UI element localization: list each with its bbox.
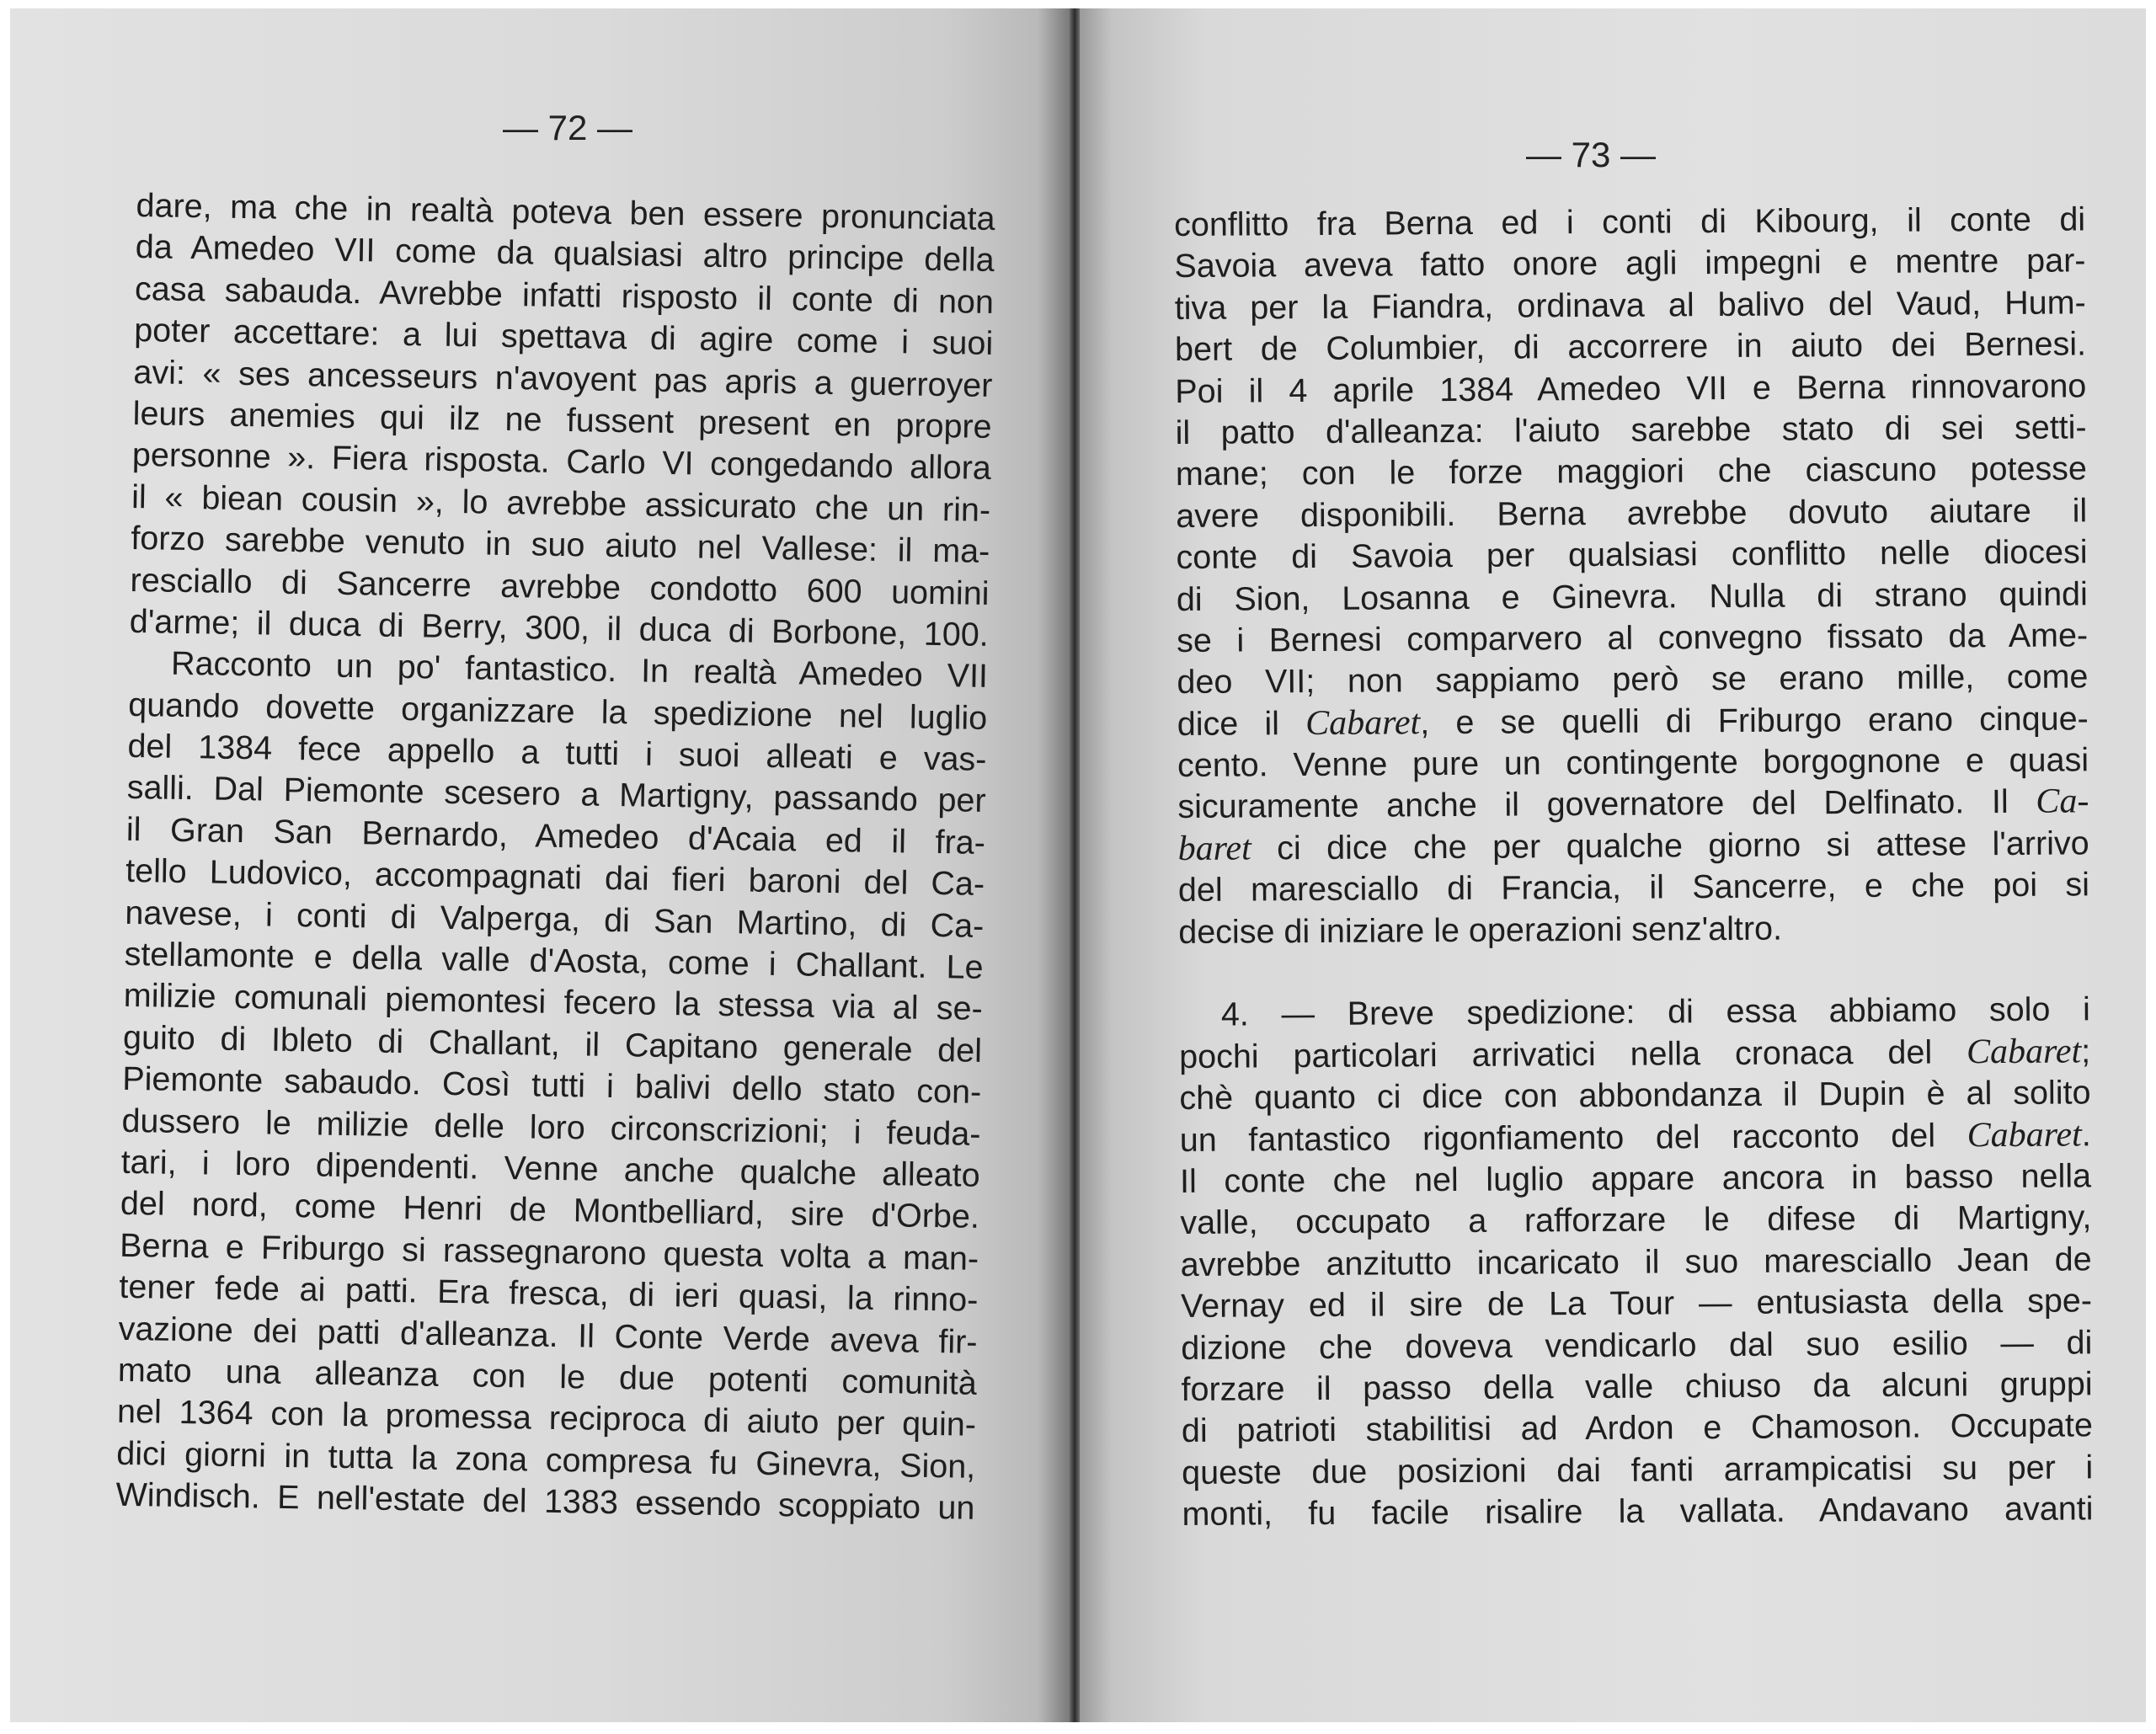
text-line: decise di iniziare le operazioni senz'altro. bbox=[1178, 910, 1783, 951]
text-line: dare, ma che in realtà poteva ben essere pronunciata bbox=[136, 186, 995, 238]
text-line: casa sabauda. Avrebbe infatti risposto il conte di non bbox=[134, 269, 995, 321]
text-line: dici giorni in tutta la zona compresa fu Ginevra, Sion, bbox=[116, 1434, 976, 1486]
text-line: Berna e Friburgo si rassegnarono questa volta a man- bbox=[119, 1226, 979, 1278]
text-line: chè quanto ci dice con abbondanza il Dupin è al solito bbox=[1179, 1074, 2091, 1118]
text-line: del nord, come Henri de Montbelliard, sire d'Orbe. bbox=[120, 1185, 980, 1236]
text-line: nel 1364 con la promessa reciproca di aiuto per quin- bbox=[116, 1393, 977, 1444]
text-line: di patrioti stabilitisi ad Ardon e Chamoson. Occupate bbox=[1181, 1406, 2094, 1450]
text-line: dice il Cabaret, e se quelli di Friburgo erano cinque- bbox=[1177, 700, 2089, 743]
text-line: forzo sarebbe venuto in suo aiuto nel Vallese: il ma- bbox=[131, 520, 990, 571]
text-line: salli. Dal Piemonte scesero a Martigny, passando per bbox=[126, 769, 986, 820]
text-line: poter accettare: a lui spettava di agire come i suoi bbox=[133, 312, 994, 363]
text-line: quando dovette organizzare la spedizione nel luglio bbox=[127, 686, 988, 737]
book-spread bbox=[10, 8, 2146, 1722]
text-line: se i Bernesi comparvero al convegno fissato da Ame- bbox=[1177, 616, 2089, 659]
text-line: il patto d'alleanza: l'aiuto sarebbe stato di sei setti- bbox=[1175, 408, 2087, 451]
text-line: pochi particolari arrivatici nella cronaca del Cabaret; bbox=[1179, 1032, 2091, 1075]
text-line: resciallo di Sancerre avrebbe condotto 600 uomini bbox=[130, 561, 990, 612]
text-line: monti, fu facile risalire la vallata. Andavano avanti bbox=[1182, 1490, 2094, 1534]
text-line: deo VII; non sappiamo però se erano mille, come bbox=[1177, 658, 2089, 702]
text-line: tari, i loro dipendenti. Venne anche qualche alleato bbox=[120, 1143, 980, 1194]
text-line: milizie comunali piemontesi fecero la stessa via al se- bbox=[123, 977, 984, 1028]
text-line: Poi il 4 aprile 1384 Amedeo VII e Berna rinnovarono bbox=[1175, 366, 2087, 410]
text-line: Windisch. E nell'estate del 1383 essendo scoppiato un bbox=[115, 1475, 975, 1527]
text-line: Il conte che nel luglio appare ancora in basso nella bbox=[1179, 1157, 2092, 1200]
text-line: mato una alleanza con le due potenti comunità bbox=[117, 1351, 978, 1402]
text-line: avere disponibili. Berna avrebbe dovuto aiutare il bbox=[1176, 492, 2088, 535]
text-line: Vernay ed il sire de La Tour — entusiasta della spe- bbox=[1180, 1282, 2093, 1326]
text-line: Piemonte sabaudo. Così tutti i balivi dello stato con- bbox=[121, 1060, 982, 1112]
text-line: il « biean cousin », lo avrebbe assicurato che un rin- bbox=[131, 478, 991, 529]
text-line: Savoia aveva fatto onore agli impegni e mentre par- bbox=[1174, 242, 2086, 285]
right-page bbox=[1080, 8, 2146, 1722]
text-line: del 1384 fece appello a tutti i suoi alleati e vas- bbox=[127, 727, 987, 779]
text-line: vazione dei patti d'alleanza. Il Conte Verde aveva fir- bbox=[118, 1310, 978, 1361]
text-line: mane; con le forze maggiori che ciascuno potesse bbox=[1175, 450, 2088, 494]
text-line: tello Ludovico, accompagnati dai fieri baroni del Ca- bbox=[125, 852, 985, 904]
page-number: — 73 — bbox=[1526, 135, 1657, 174]
text-line: da Amedeo VII come da qualsiasi altro principe della bbox=[135, 228, 995, 280]
page-body bbox=[1174, 199, 2094, 1535]
text-line: stellamonte e della valle d'Aosta, come i Challant. Le bbox=[124, 935, 984, 986]
text-line: Racconto un po' fantastico. In realtà Amedeo VII bbox=[170, 645, 989, 696]
text-line: un fantastico rigonfiamento del racconto del Cabaret. bbox=[1179, 1115, 2091, 1159]
page-number: — 72 — bbox=[503, 108, 633, 147]
text-line: tiva per la Fiandra, ordinava al balivo del Vaud, Hum- bbox=[1174, 284, 2086, 327]
text-line: sicuramente anche il governatore del Delfinato. Il Ca- bbox=[1177, 782, 2089, 826]
text-line: del maresciallo di Francia, il Sancerre, e che poi si bbox=[1177, 866, 2090, 910]
text-line: navese, i conti di Valperga, di San Martino, di Ca- bbox=[125, 894, 985, 945]
text-line: forzare il passo della valle chiuso da alcuni gruppi bbox=[1181, 1365, 2093, 1408]
text-line: avrebbe anzitutto incaricato il suo maresciallo Jean de bbox=[1180, 1240, 2092, 1283]
text-line: valle, occupato a rafforzare le difese di Martigny, bbox=[1180, 1198, 2092, 1242]
paragraph-gap bbox=[1178, 947, 2089, 995]
text-line: dizione che doveva vendicarlo dal suo esilio — di bbox=[1181, 1323, 2093, 1367]
text-line: 4. — Breve spedizione: di essa abbiamo solo i bbox=[1220, 990, 2090, 1034]
text-line: d'arme; il duca di Berry, 300, il duca di Borbone, 100. bbox=[129, 602, 990, 654]
text-line: guito di Ibleto di Challant, il Capitano generale del bbox=[122, 1018, 983, 1070]
text-line: conte di Savoia per qualsiasi conflitto nelle diocesi bbox=[1176, 533, 2088, 577]
page-body bbox=[115, 185, 995, 1529]
text-line: cento. Venne pure un contingente borgognone e quasi bbox=[1177, 741, 2089, 785]
text-line: dussero le milizie delle loro circonscrizioni; i feuda- bbox=[121, 1102, 981, 1153]
text-line: bert de Columbier, di accorrere in aiuto dei Bernesi. bbox=[1174, 325, 2087, 369]
text-line: avi: « ses ancesseurs n'avoyent pas apris a guerroyer bbox=[133, 353, 993, 404]
text-line: di Sion, Losanna e Ginevra. Nulla di strano quindi bbox=[1176, 574, 2088, 618]
text-line: il Gran San Bernardo, Amedeo d'Acaia ed il fra- bbox=[125, 810, 986, 862]
text-line: queste due posizioni dai fanti arrampicatisi su per i bbox=[1182, 1449, 2094, 1491]
left-page bbox=[10, 8, 1070, 1722]
text-line: tener fede ai patti. Era fresca, di ieri quasi, la rinno- bbox=[119, 1267, 979, 1320]
text-line: conflitto fra Berna ed i conti di Kibourg, il conte di bbox=[1174, 200, 2086, 243]
text-line: leurs anemies qui ilz ne fussent present en propre bbox=[132, 394, 992, 446]
text-line: personne ». Fiera risposta. Carlo VI congedando allora bbox=[131, 436, 992, 488]
book-gutter bbox=[1070, 8, 1080, 1722]
text-line: baret ci dice che per qualche giorno si attese l'arrivo bbox=[1177, 824, 2089, 868]
